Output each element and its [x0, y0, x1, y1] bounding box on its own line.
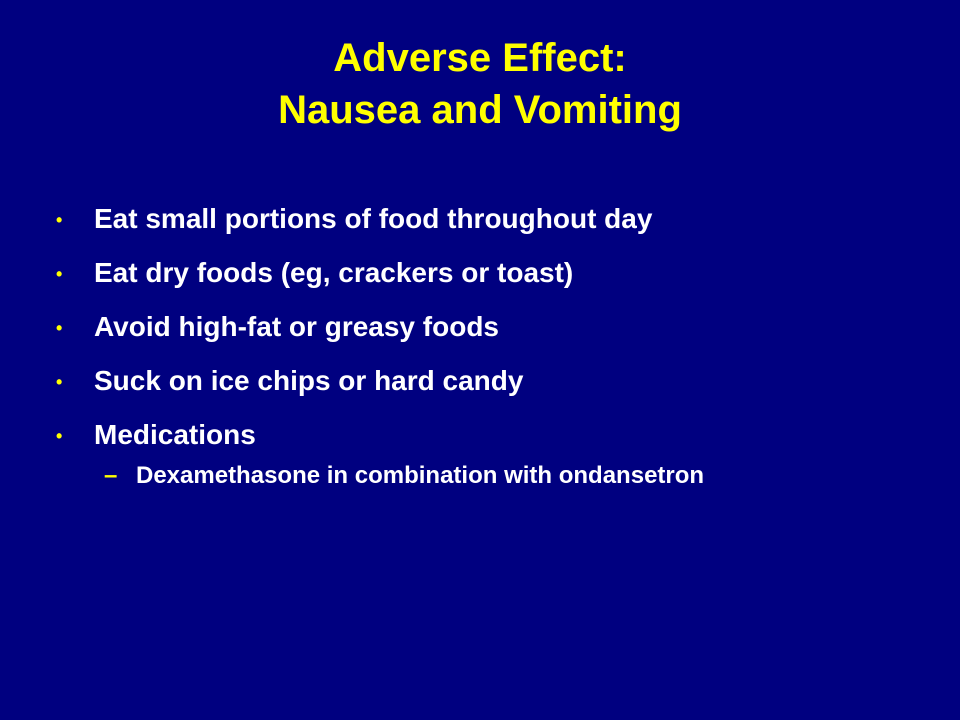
bullet-dot-icon: •	[56, 372, 63, 392]
bullet-dot-icon: •	[56, 318, 63, 338]
sub-bullet-list	[94, 460, 936, 492]
bullet-list	[56, 200, 936, 508]
bullet-dot-icon: •	[56, 264, 63, 284]
bullet-item	[56, 362, 936, 400]
bullet-item	[56, 200, 936, 238]
bullet-text: Eat dry foods (eg, crackers or toast)	[94, 257, 574, 288]
sub-bullet-item	[94, 460, 936, 492]
bullet-item	[56, 308, 936, 346]
title-line-2: Nausea and Vomiting	[278, 88, 682, 132]
bullet-dot-icon: •	[56, 210, 63, 230]
bullet-dot-icon: •	[56, 426, 63, 446]
dash-icon: –	[104, 462, 118, 489]
slide-title	[0, 32, 960, 136]
bullet-item	[56, 416, 936, 492]
bullet-text: Medications	[94, 419, 256, 450]
bullet-text: Suck on ice chips or hard candy	[94, 365, 524, 396]
sub-bullet-text: Dexamethasone in combination with ondansetron	[136, 462, 705, 489]
bullet-item	[56, 254, 936, 292]
bullet-text: Avoid high-fat or greasy foods	[94, 311, 499, 342]
bullet-text: Eat small portions of food throughout day	[94, 203, 653, 234]
title-line-1: Adverse Effect:	[333, 36, 627, 80]
